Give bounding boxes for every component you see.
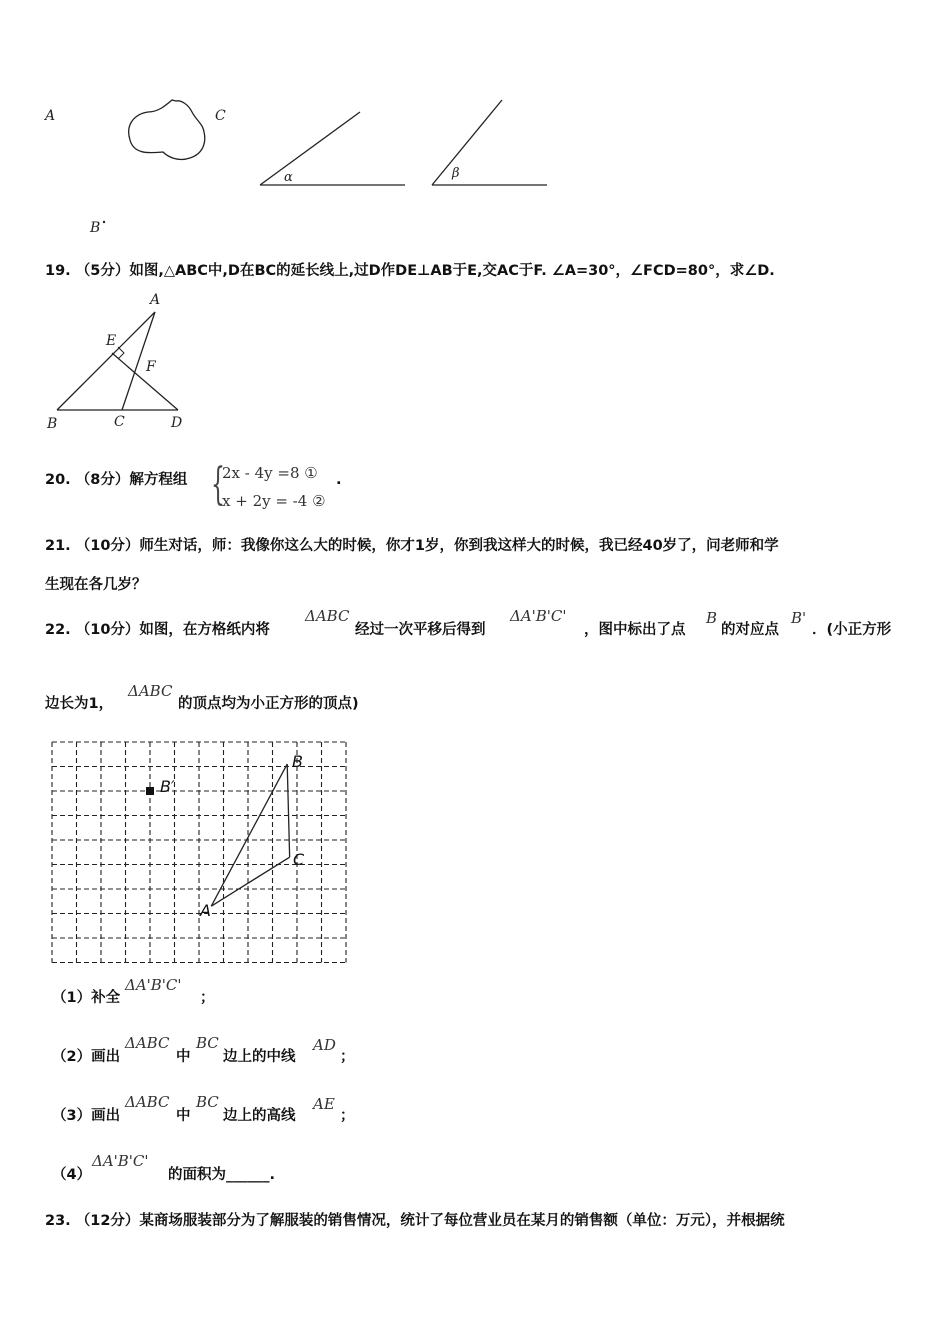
grid-svg bbox=[50, 740, 360, 960]
grid-label-b-prime: B′ bbox=[160, 777, 175, 796]
question-22-part3: ，图中标出了点 bbox=[584, 622, 686, 638]
math-b-prime: B' bbox=[791, 609, 807, 627]
point-c-label: C bbox=[215, 108, 226, 124]
sub1-math: ΔA'B'C' bbox=[125, 976, 182, 994]
sub4-text-b: 的面积为______. bbox=[168, 1167, 276, 1183]
sub2-math-ad: AD bbox=[313, 1036, 336, 1054]
line-ba bbox=[57, 312, 155, 410]
point-a-label: A bbox=[45, 108, 56, 124]
equation-2: x + 2y = -4 ② bbox=[222, 492, 326, 510]
grid-label-c: C bbox=[293, 850, 305, 869]
math-abc: ΔABC bbox=[305, 607, 350, 625]
angle-beta-ray bbox=[432, 100, 502, 185]
math-abc-prime: ΔA'B'C' bbox=[510, 607, 567, 625]
q19-label-d: D bbox=[171, 415, 183, 431]
math-b: B bbox=[706, 609, 718, 627]
sub4-text-a: （4） bbox=[52, 1167, 92, 1183]
sub2-text-c: 边上的中线 bbox=[223, 1049, 296, 1065]
question-22-part4: 的对应点 bbox=[721, 622, 779, 638]
triangle-side-ab bbox=[211, 764, 287, 906]
sub4-math: ΔA'B'C' bbox=[92, 1152, 149, 1170]
q19-label-b: B bbox=[47, 416, 58, 432]
sub1-text-b: ； bbox=[200, 990, 215, 1006]
question-22-line2-b: 的顶点均为小正方形的顶点) bbox=[178, 696, 359, 712]
q19-label-f: F bbox=[146, 359, 156, 375]
question-20-prefix: 20. （8分）解方程组 bbox=[45, 472, 188, 488]
figure-q19-svg bbox=[0, 0, 200, 150]
sub2-text-mid: 中 bbox=[176, 1049, 191, 1065]
question-19-text: 19. （5分）如图,△ABC中,D在BC的延长线上,过D作DE⊥AB于E,交AC于F. ∠A=30°，∠FCD=80°，求∠D. bbox=[45, 263, 775, 279]
point-b-label: B bbox=[90, 220, 101, 236]
sub3-text-d: ； bbox=[340, 1108, 355, 1124]
point-b-dot bbox=[103, 221, 105, 223]
grid-label-a: A bbox=[200, 901, 211, 920]
sub3-math-bc: BC bbox=[196, 1093, 219, 1111]
question-20-suffix: . bbox=[336, 472, 342, 488]
sub3-text-a: （3）画出 bbox=[52, 1108, 121, 1124]
question-22-line2-a: 边长为1， bbox=[45, 696, 114, 712]
angle-alpha-label: α bbox=[284, 170, 293, 185]
equation-1: 2x - 4y =8 ① bbox=[222, 464, 318, 482]
triangle-side-bc bbox=[287, 764, 289, 857]
line-ed bbox=[112, 353, 178, 410]
sub3-text-mid: 中 bbox=[176, 1108, 191, 1124]
sub3-math-abc: ΔABC bbox=[125, 1093, 170, 1111]
question-22-part2: 经过一次平移后得到 bbox=[355, 622, 486, 638]
q19-label-e: E bbox=[106, 333, 117, 349]
grid-label-b: B bbox=[292, 752, 303, 771]
angle-alpha-ray bbox=[260, 112, 360, 185]
q19-label-a: A bbox=[150, 292, 161, 308]
q19-label-c: C bbox=[114, 414, 125, 430]
question-21-line2: 生现在各几岁？ bbox=[45, 577, 147, 593]
sub2-text-d: ； bbox=[340, 1049, 355, 1065]
sub2-math-abc: ΔABC bbox=[125, 1034, 170, 1052]
system-brace: { bbox=[211, 459, 225, 510]
angle-beta-label: β bbox=[452, 166, 460, 181]
math-abc-2: ΔABC bbox=[128, 682, 173, 700]
sub1-text-a: （1）补全 bbox=[52, 990, 121, 1006]
sub2-text-a: （2）画出 bbox=[52, 1049, 121, 1065]
question-23-text: 23. （12分）某商场服装部分为了解服装的销售情况，统计了每位营业员在某月的销售额（单位：万元），并根据统 bbox=[45, 1213, 785, 1229]
sub3-text-c: 边上的高线 bbox=[223, 1108, 296, 1124]
sub2-math-bc: BC bbox=[196, 1034, 219, 1052]
sub3-math-ae: AE bbox=[313, 1095, 335, 1113]
question-22-part5: ．(小正方形 bbox=[812, 622, 892, 638]
question-22-part1: 22. （10分）如图，在方格纸内将 bbox=[45, 622, 270, 638]
point-b-prime-marker bbox=[146, 787, 154, 795]
question-21-line1: 21. （10分）师生对话，师：我像你这么大的时候，你才1岁，你到我这样大的时候，我已经40岁了，问老师和学 bbox=[45, 538, 779, 554]
